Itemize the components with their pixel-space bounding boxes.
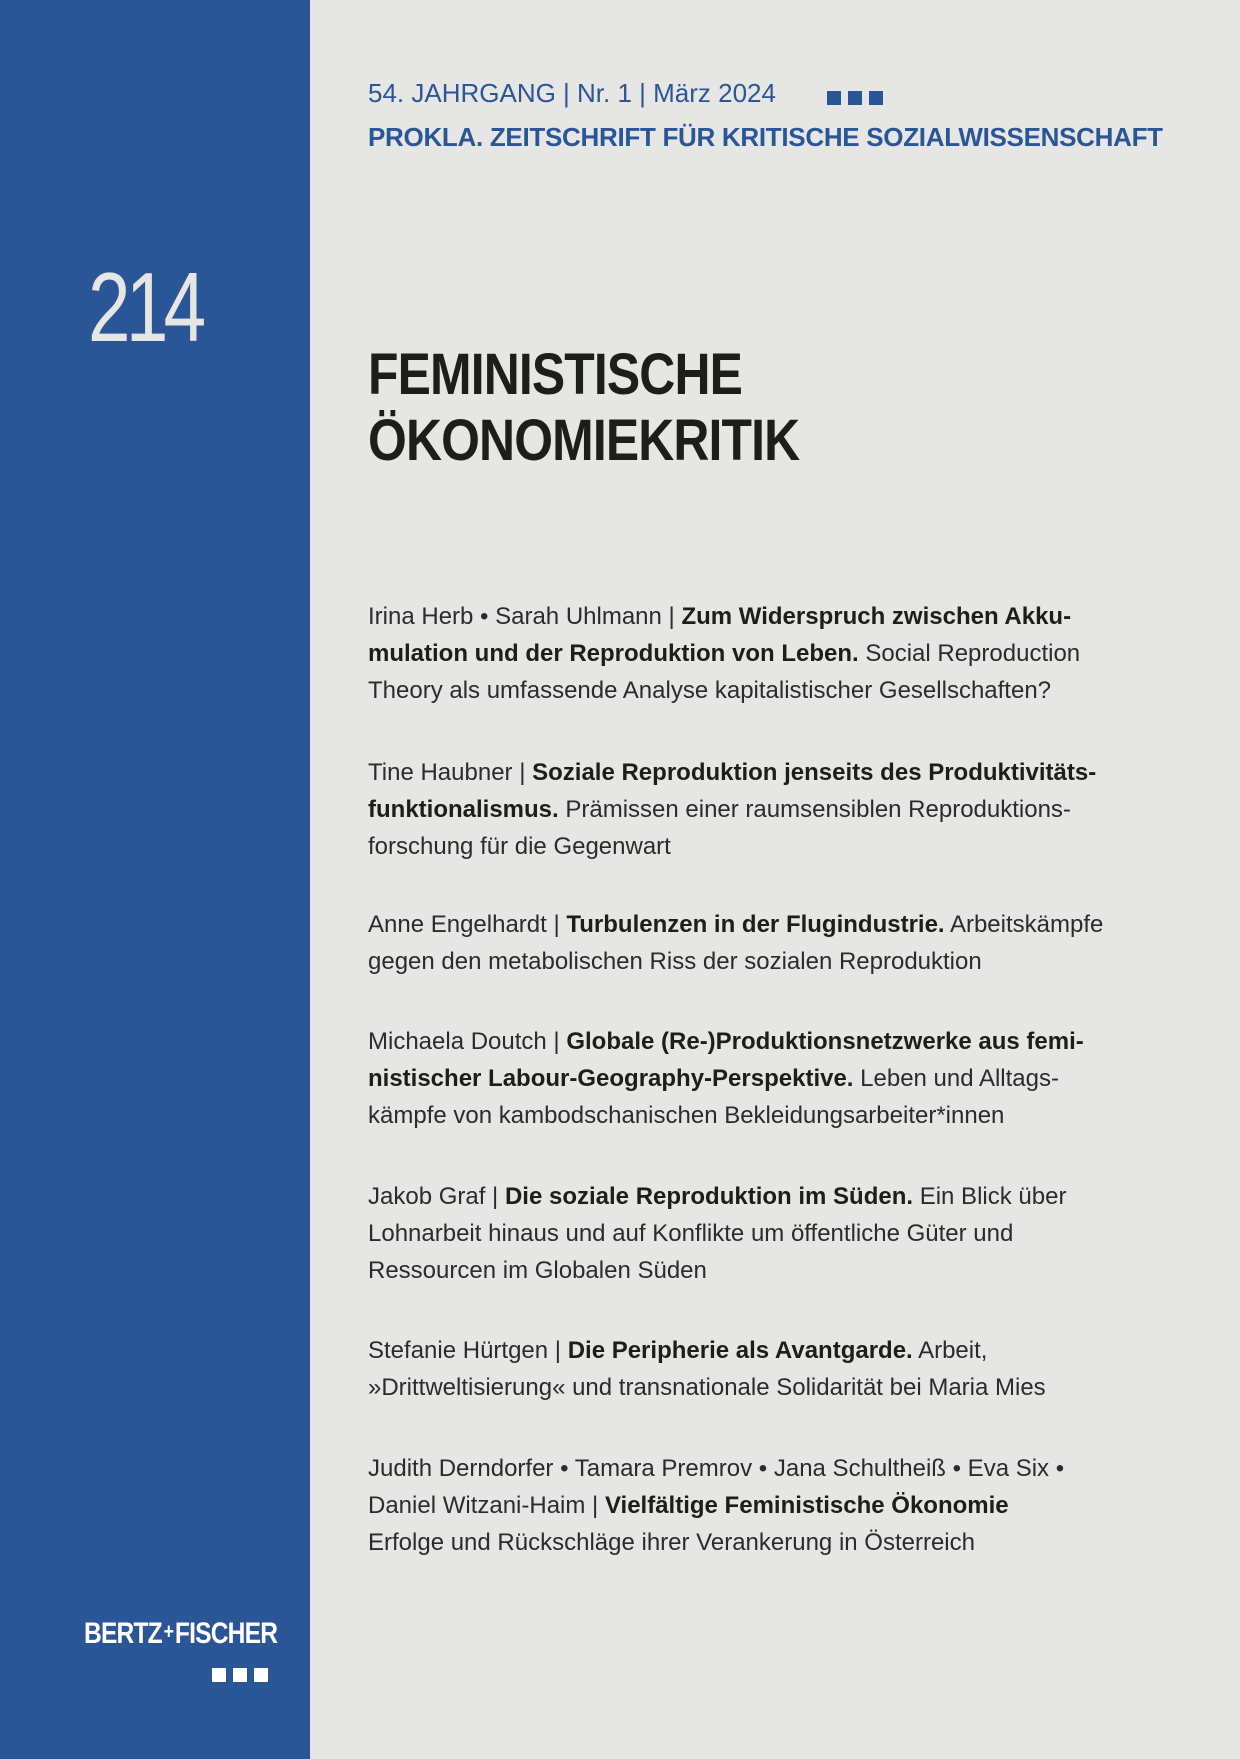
volume-line (368, 80, 776, 106)
issue-title-line1: FEMINISTISCHE (368, 342, 743, 407)
article-2 (368, 754, 1096, 865)
article-authors: Tine Haubner | (368, 759, 533, 786)
article-title: Soziale Reproduktion jenseits des Produktivitäts- (532, 759, 1097, 786)
publisher-squares-icon (212, 1668, 268, 1682)
article-title: funktionalismus. (368, 796, 559, 823)
article-5 (368, 1178, 1066, 1289)
article-authors: Judith Derndorfer • Tamara Premrov • Jana Schultheiß • Eva Six • (368, 1455, 1065, 1482)
issue-title (368, 342, 799, 474)
article-3 (368, 906, 1103, 980)
article-subtitle: forschung für die Gegenwart (368, 833, 671, 860)
article-subtitle: »Drittweltisierung« und transnationale Solidarität bei Maria Mies (368, 1374, 1046, 1401)
volume-text: 54. JAHRGANG | Nr. 1 | März 2024 (368, 78, 776, 108)
publisher-left: BERTZ (84, 1617, 162, 1650)
spine (0, 0, 310, 1759)
journal-name-rest: ZEITSCHRIFT FÜR KRITISCHE SOZIALWISSENSCHAFT (489, 122, 1163, 152)
journal-name (368, 124, 1163, 150)
article-title: Globale (Re-)Produktionsnetzwerke aus femi- (566, 1028, 1084, 1055)
article-title: mulation und der Reproduktion von Leben. (368, 640, 859, 667)
article-authors: Stefanie Hürtgen | (368, 1337, 568, 1364)
article-subtitle: kämpfe von kambodschanischen Bekleidungsarbeiter*innen (368, 1102, 1005, 1129)
article-1 (368, 598, 1080, 709)
article-title: Vielfältige Feministische Ökonomie (604, 1492, 1009, 1519)
article-title: Zum Widerspruch zwischen Akku- (681, 603, 1072, 630)
article-subtitle: Lohnarbeit hinaus und auf Konflikte um öffentliche Güter und (368, 1220, 1014, 1247)
article-4 (368, 1023, 1084, 1134)
article-7 (368, 1450, 1064, 1561)
article-authors: Michaela Doutch | (368, 1028, 567, 1055)
publisher-right: FISCHER (174, 1617, 278, 1650)
header-squares-icon (827, 91, 883, 105)
article-subtitle: Arbeit, (912, 1337, 988, 1364)
article-subtitle: Arbeitskämpfe (944, 911, 1104, 938)
article-authors: Jakob Graf | (368, 1183, 505, 1210)
article-title: nistischer Labour-Geography-Perspektive. (368, 1065, 854, 1092)
issue-title-line2: ÖKONOMIEKRITIK (368, 408, 800, 473)
article-title: Die Peripherie als Avantgarde. (567, 1337, 913, 1364)
article-6 (368, 1332, 1046, 1406)
article-title: Turbulenzen in der Flugindustrie. (566, 911, 945, 938)
article-subtitle: Social Reproduction (858, 640, 1081, 667)
article-authors: Daniel Witzani-Haim | (368, 1492, 605, 1519)
article-authors: Irina Herb • Sarah Uhlmann | (368, 603, 682, 630)
journal-name-bold: PROKLA. (368, 122, 483, 152)
article-subtitle: Leben und Alltags- (853, 1065, 1059, 1092)
publisher-plus: + (163, 1619, 174, 1644)
publisher-logo (84, 1619, 277, 1649)
article-subtitle: gegen den metabolischen Riss der sozialen Reproduktion (368, 948, 982, 975)
article-subtitle: Ressourcen im Globalen Süden (368, 1257, 707, 1284)
article-authors: Anne Engelhardt | (368, 911, 567, 938)
issue-number: 214 (88, 252, 202, 362)
article-subtitle: Prämissen einer raumsensiblen Reproduktions- (558, 796, 1071, 823)
article-subtitle: Theory als umfassende Analyse kapitalistischer Gesellschaften? (368, 677, 1052, 704)
article-subtitle: Ein Blick über (913, 1183, 1067, 1210)
article-title: Die soziale Reproduktion im Süden. (504, 1183, 914, 1210)
article-subtitle: Erfolge und Rückschläge ihrer Verankerung in Österreich (368, 1529, 975, 1556)
